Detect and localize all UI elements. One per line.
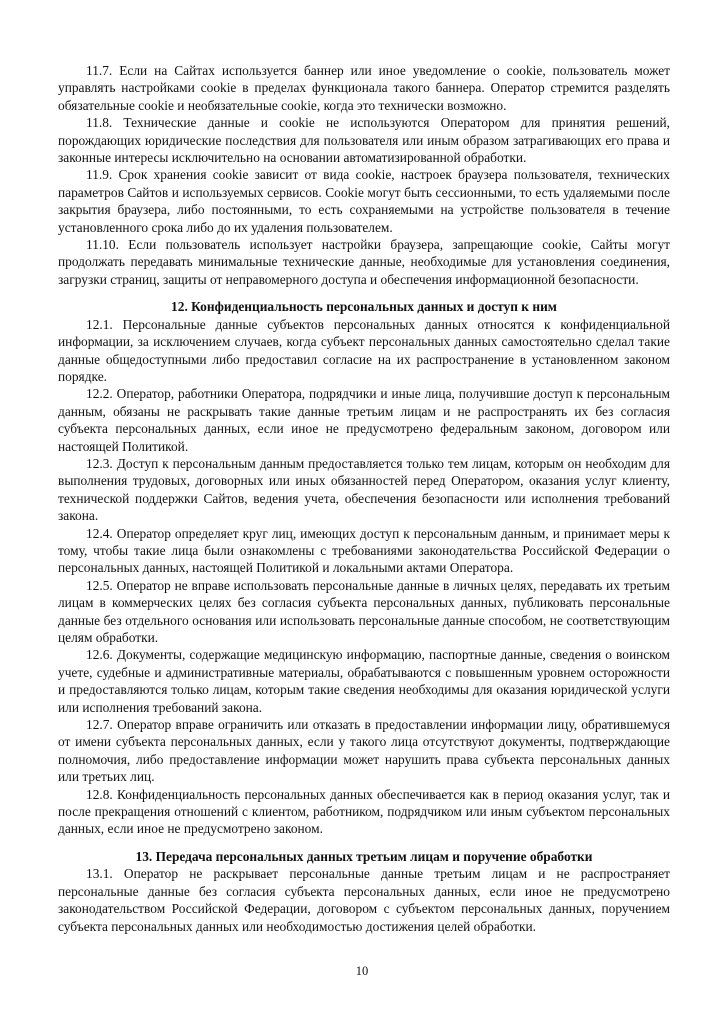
page-number: 10 — [355, 964, 369, 978]
section-heading-13: 13. Передача персональных данных третьим лицам и поручение обработки — [135, 848, 593, 864]
paragraph-12-5: 12.5. Оператор не вправе использовать персональные данные в личных целях, передавать их третьим лицам в коммерческих целях без согласия субъекта персональных данных, публиковать персональные данные без отдельного основания или использовать персональные данные способом, не соответствующим целям обработки. — [58, 577, 670, 645]
paragraph-12-1: 12.1. Персональные данные субъектов персональных данных относятся к конфиденциальной информации, за исключением случаев, когда субъект персональных данных самостоятельно сделал такие данные общедоступными либо предоставил согласие на их распространение в установленном законом порядке. — [58, 316, 670, 384]
paragraph-11-10: 11.10. Если пользователь использует настройки браузера, запрещающие cookie, Сайты могут продолжать передавать минимальные технические данные, необходимые для установления соединения, загрузки страниц, защиты от неправомерного доступа и обеспечения информационной безопасности. — [58, 237, 670, 287]
paragraph-13-1: 13.1. Оператор не раскрывает персональные данные третьим лицам и не распространяет персональные данные без согласия субъекта персональных данных, если иное не предусмотрено законодательством Российской Федерации, договором с субъектом персональных данных, поручением субъекта персональных данных или необходимостью достижения целей обработки. — [58, 866, 670, 934]
paragraph-12-8: 12.8. Конфиденциальность персональных данных обеспечивается как в период оказания услуг, так и после прекращения отношений с клиентом, работником, подрядчиком или иным субъектом персональных данных, если иное не предусмотрено законом. — [58, 786, 670, 837]
paragraph-12-6: 12.6. Документы, содержащие медицинскую информацию, паспортные данные, сведения о воинском учете, судебные и административные материалы, обрабатываются с повышенным уровнем осторожности и предоставляются только лицам, которым такие сведения необходимы для оказания юридической услуги или исполнения требований закона. — [58, 647, 670, 715]
paragraph-12-2: 12.2. Оператор, работники Оператора, подрядчики и иные лица, получившие доступ к персональным данным, обязаны не раскрывать такие данные третьим лицам и не распространять их без согласия субъекта персональных данных, если иное не предусмотрено федеральным законом, договором или настоящей Политикой. — [58, 386, 670, 454]
paragraph-11-9: 11.9. Срок хранения cookie зависит от вида cookie, настроек браузера пользователя, технических параметров Сайтов и используемых сервисов. Cookie могут быть сессионными, то есть удаляемыми после закрытия браузера, либо постоянными, то есть сохраняемыми на устройстве пользователя в течение установленного срока либо до их удаления пользователем. — [58, 167, 670, 235]
paragraph-12-7: 12.7. Оператор вправе ограничить или отказать в предоставлении информации лицу, обратившемуся от имени субъекта персональных данных, если у такого лица отсутствуют документы, подтверждающие полномочия, либо предоставление информации может нарушить права субъекта персональных данных или третьих лиц. — [58, 717, 670, 785]
document-page — [58, 62, 670, 935]
paragraph-11-8: 11.8. Технические данные и cookie не используются Оператором для принятия решений, порождающих юридические последствия для пользователя или иным образом затрагивающих его права и законные интересы исключительно на основании автоматизированной обработки. — [58, 115, 670, 166]
paragraph-12-4: 12.4. Оператор определяет круг лиц, имеющих доступ к персональным данным, и принимает меры к тому, чтобы такие лица были ознакомлены с требованиями законодательства Российской Федерации о персональных данных, настоящей Политикой и локальными актами Оператора. — [58, 525, 670, 576]
paragraph-12-3: 12.3. Доступ к персональным данным предоставляется только тем лицам, которым он необходим для выполнения трудовых, договорных или иных обязанностей перед Оператором, оказания услуг клиенту, технической поддержки Сайтов, ведения учета, обеспечения безопасности или исполнения требований закона. — [58, 455, 670, 524]
section-heading-12: 12. Конфиденциальность персональных данных и доступ к ним — [171, 299, 557, 315]
paragraph-11-7: 11.7. Если на Сайтах используется баннер или иное уведомление о cookie, пользователь может управлять настройками cookie в пределах функционала такого баннера. Оператор стремится разделять обязательные cookie и необязательные cookie, когда это технически возможно. — [58, 63, 670, 113]
